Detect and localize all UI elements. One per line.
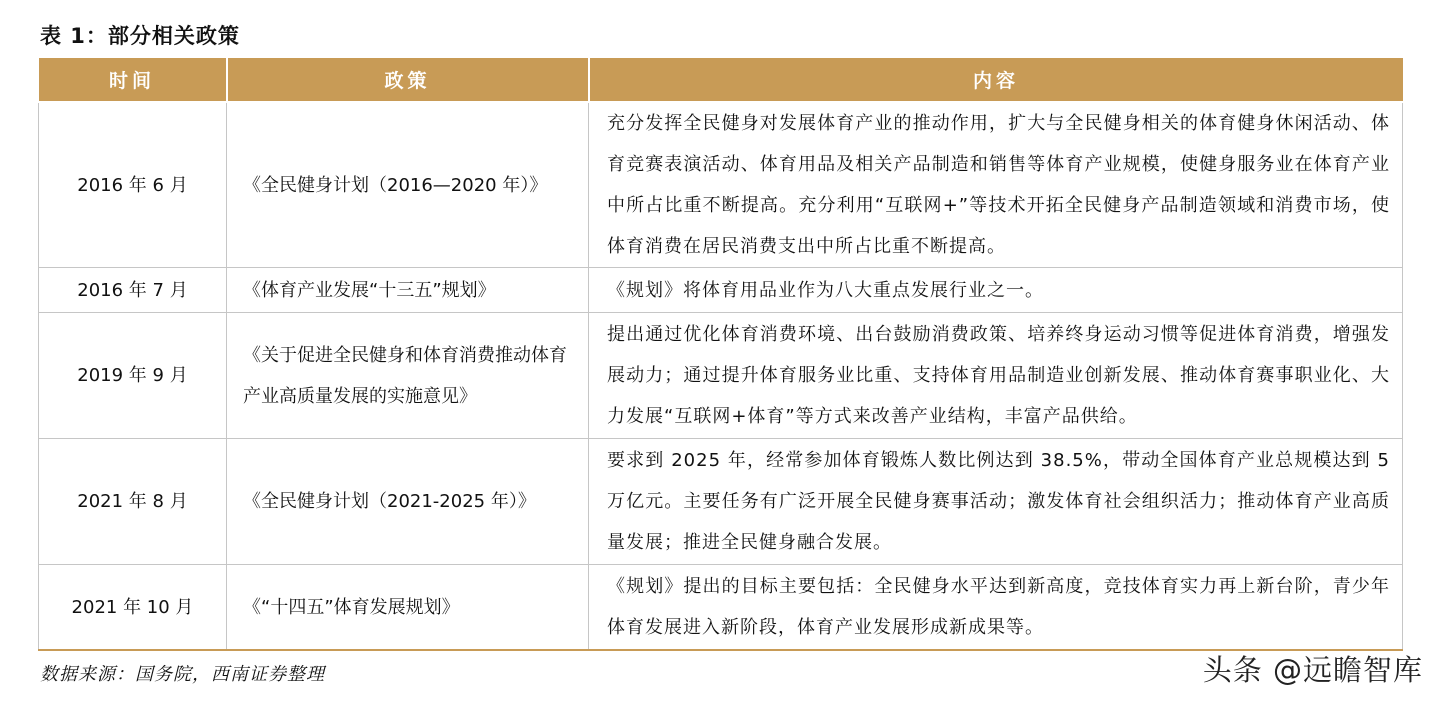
row-policy: 《体育产业发展“十三五”规划》	[227, 268, 589, 313]
header-time: 时间	[39, 58, 227, 102]
row-content: 充分发挥全民健身对发展体育产业的推动作用，扩大与全民健身相关的体育健身休闲活动、体育竞赛表演活动、体育用品及相关产品制造和销售等体育产业规模，使健身服务业在体育产业中所占比重不断提高。充分利用“互联网+”等技术开拓全民健身产品制造领域和消费市场，使体育消费在居民消费支出中所占比重不断提高。	[589, 102, 1403, 268]
row-content: 《规划》将体育用品业作为八大重点发展行业之一。	[589, 268, 1403, 313]
row-time: 2016 年 7 月	[39, 268, 227, 313]
row-time: 2019 年 9 月	[39, 313, 227, 439]
row-content: 《规划》提出的目标主要包括：全民健身水平达到新高度，竞技体育实力再上新台阶，青少年体育发展进入新阶段，体育产业发展形成新成果等。	[589, 565, 1403, 651]
data-source-note: 数据来源：国务院，西南证券整理	[40, 664, 325, 685]
table-title: 表 1：部分相关政策	[40, 24, 240, 48]
row-time: 2016 年 6 月	[39, 102, 227, 268]
row-policy: 《全民健身计划（2021-2025 年）》	[227, 439, 589, 565]
row-time: 2021 年 8 月	[39, 439, 227, 565]
row-content: 提出通过优化体育消费环境、出台鼓励消费政策、培养终身运动习惯等促进体育消费，增强发展动力；通过提升体育服务业比重、支持体育用品制造业创新发展、推动体育赛事职业化、大力发展“互联网+体育”等方式来改善产业结构，丰富产品供给。	[589, 313, 1403, 439]
row-policy: 《“十四五”体育发展规划》	[227, 565, 589, 651]
row-policy: 《关于促进全民健身和体育消费推动体育产业高质量发展的实施意见》	[227, 313, 589, 439]
header-policy: 政策	[227, 58, 589, 102]
table-row	[39, 268, 1403, 313]
table-row	[39, 439, 1403, 565]
table-row	[39, 102, 1403, 268]
row-time: 2021 年 10 月	[39, 565, 227, 651]
row-content: 要求到 2025 年，经常参加体育锻炼人数比例达到 38.5%，带动全国体育产业总规模达到 5 万亿元。主要任务有广泛开展全民健身赛事活动；激发体育社会组织活力；推动体育产业高质量发展；推进全民健身融合发展。	[589, 439, 1403, 565]
table-header-row	[39, 58, 1403, 102]
header-content: 内容	[589, 58, 1403, 102]
table-row	[39, 565, 1403, 651]
watermark: 头条 @远瞻智库	[1202, 653, 1423, 687]
row-policy: 《全民健身计划（2016—2020 年）》	[227, 102, 589, 268]
policy-table	[38, 58, 1403, 651]
table-row	[39, 313, 1403, 439]
